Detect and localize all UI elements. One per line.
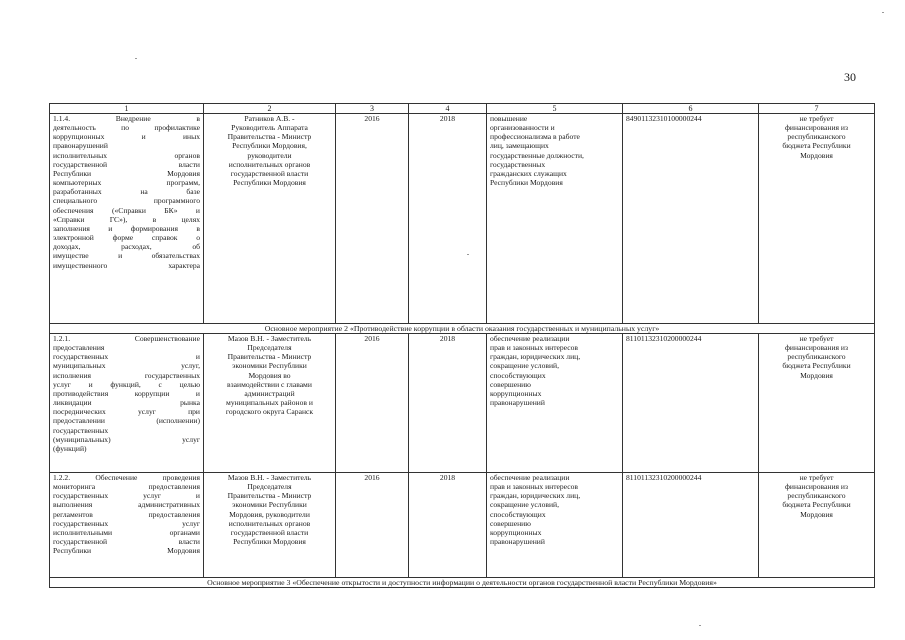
cell-line: исполнительными органами	[53, 527, 200, 537]
cell-line: профессионализма в работе	[490, 132, 580, 142]
cell-line: республиканского	[787, 491, 846, 501]
cell-line: Республики Мордовия	[233, 537, 306, 547]
cell-line: не требует	[799, 334, 834, 343]
cell-line: Мордовия	[800, 150, 833, 160]
cell-line: ликвидации рынка	[53, 398, 200, 408]
start-year-cell: 2016	[336, 114, 409, 324]
cell-line: экономики Республики	[232, 361, 307, 371]
cell-line: предоставления	[53, 343, 105, 353]
cell-line: взаимодействии с главами	[227, 379, 312, 389]
cell-line: разработанных на базе	[53, 187, 200, 197]
cell-line: электронной форме справок о	[53, 233, 200, 243]
cell-line: не требует	[799, 473, 834, 482]
cell-line: обеспечение реализации	[490, 334, 570, 343]
table-row	[50, 473, 875, 578]
cell-line: специального программного	[53, 196, 200, 206]
cell-line: Председателя	[247, 482, 292, 492]
cell-line: экономики Республики	[232, 500, 307, 510]
cell-line: государственных и	[53, 352, 200, 362]
cell-line: Мордовия	[800, 509, 833, 519]
cell-line: финансирования из	[785, 482, 848, 492]
cell-line: Правительства - Министр	[227, 491, 312, 501]
cell-line: способствующих	[490, 370, 546, 380]
scan-speck	[699, 625, 701, 626]
cell-line: коррупционных	[490, 527, 542, 537]
cell-line: государственных услуг и	[53, 491, 200, 501]
cell-line: исполнения государственных	[53, 370, 200, 380]
section-row	[50, 324, 875, 334]
cell-line: администраций	[244, 388, 295, 398]
cell-line: повышение	[490, 114, 528, 123]
cell-line: бюджета Республики	[782, 141, 851, 151]
column-number: 1	[50, 104, 204, 114]
scan-speck	[882, 12, 884, 13]
end-year-cell: 2018	[409, 334, 487, 473]
end-year-cell: 2018	[409, 473, 487, 578]
cell-line: заполнения и формирования в	[53, 223, 200, 233]
cell-line: деятельность по профилактике	[53, 123, 200, 133]
cell-line: противодействия коррупции и	[53, 388, 200, 398]
cell-line: мониторинга предоставления	[53, 482, 200, 492]
cell-line: государственной власти	[230, 527, 309, 537]
cell-line: коррупционных	[490, 388, 542, 398]
cell-line: государственной власти	[53, 537, 200, 547]
cell-line: Мордовия	[800, 370, 833, 380]
column-number: 7	[759, 104, 875, 114]
cell-line: Республики Мордовия,	[232, 141, 307, 151]
column-number: 2	[204, 104, 336, 114]
cell-line: исполнительных органов	[228, 159, 311, 169]
cell-line: имущественного характера	[53, 260, 200, 270]
cell-line: коррупционных и иных	[53, 132, 200, 142]
cell-line: исполнительных органов	[228, 518, 311, 528]
cell-line: государственной власти	[53, 159, 200, 169]
cell-line: Руководитель Аппарата	[231, 123, 308, 133]
cell-line: услуг и функций, с целью	[53, 379, 200, 389]
cell-line: сокращение условий,	[490, 361, 560, 371]
cell-line: 1.2.2. Обеспечение проведения	[53, 473, 200, 482]
cell-line: Республики Мордовия	[53, 546, 200, 556]
cell-line: финансирования из	[785, 343, 848, 353]
measures-table	[49, 103, 875, 588]
budget-code-cell: 81101132310200000244	[623, 473, 759, 578]
cell-line: обеспечения («Справки БК» и	[53, 205, 200, 215]
cell-line: правонарушений	[490, 537, 545, 547]
cell-line: республиканского	[787, 132, 846, 142]
cell-line: организованности и	[490, 123, 555, 133]
cell-line: государственные должности,	[490, 150, 584, 160]
cell-line: (функций)	[53, 443, 87, 453]
cell-line: 1.1.4. Внедрение в	[53, 114, 200, 123]
scan-speck	[467, 254, 469, 255]
cell-line: обеспечение реализации	[490, 473, 570, 482]
budget-code-cell: 81101132310200000244	[623, 334, 759, 473]
cell-line: Правительства - Министр	[227, 132, 312, 142]
result-cell	[487, 114, 623, 324]
cell-line: финансирования из	[785, 123, 848, 133]
result-cell	[487, 473, 623, 578]
measure-name-cell	[50, 114, 204, 324]
responsible-cell	[204, 473, 336, 578]
page-number: 30	[844, 70, 856, 84]
cell-line: граждан, юридических лиц,	[490, 491, 581, 501]
scan-speck	[135, 58, 137, 59]
cell-line: Мазов В.Н. - Заместитель	[227, 473, 312, 482]
cell-line: доходах, расходах, об	[53, 242, 200, 252]
cell-line: не требует	[799, 114, 834, 123]
cell-line: бюджета Республики	[782, 500, 851, 510]
end-year-cell: 2018	[409, 114, 487, 324]
financing-cell	[759, 114, 875, 324]
cell-line: руководители	[247, 150, 292, 160]
cell-line: государственных	[490, 159, 546, 169]
cell-line: посреднических услуг при	[53, 407, 200, 417]
responsible-cell	[204, 334, 336, 473]
cell-line: муниципальных услуг,	[53, 361, 200, 371]
cell-line: государственной власти	[230, 168, 309, 178]
responsible-cell	[204, 114, 336, 324]
cell-line: Председателя	[247, 343, 292, 353]
result-cell	[487, 334, 623, 473]
section-row	[50, 578, 875, 588]
cell-line: Республики Мордовия	[233, 178, 306, 188]
cell-line: регламентов предоставления	[53, 509, 200, 519]
cell-line: совершению	[490, 379, 531, 389]
cell-line: городского округа Саранск	[225, 407, 314, 417]
start-year-cell: 2016	[336, 334, 409, 473]
cell-line: выполнения административных	[53, 500, 200, 510]
cell-line: совершению	[490, 518, 531, 528]
start-year-cell: 2016	[336, 473, 409, 578]
column-number: 6	[623, 104, 759, 114]
cell-line: (муниципальных) услуг	[53, 434, 200, 444]
cell-line: граждан, юридических лиц,	[490, 352, 581, 362]
cell-line: сокращение условий,	[490, 500, 560, 510]
measure-name-cell	[50, 473, 204, 578]
financing-cell	[759, 334, 875, 473]
section-title: Основное мероприятие 3 «Обеспечение открытости и доступности информации о деятельности органов государственной власти Республики Мордовия»	[50, 578, 875, 588]
cell-line: «Справки ГС»), в целях	[53, 214, 200, 224]
cell-line: Республики Мордовия	[490, 178, 563, 188]
cell-line: прав и законных интересов	[490, 343, 578, 353]
cell-line: Мордовия, руководители	[229, 509, 310, 519]
cell-line: прав и законных интересов	[490, 482, 578, 492]
section-title: Основное мероприятие 2 «Противодействие коррупции в области оказания государственных и муниципальных услуг»	[50, 324, 875, 334]
cell-line: 1.2.1. Совершенствование	[53, 334, 200, 343]
cell-line: бюджета Республики	[782, 361, 851, 371]
cell-line: республиканского	[787, 352, 846, 362]
cell-line: Республики Мордовия	[53, 168, 200, 178]
cell-line: государственных	[53, 425, 109, 435]
cell-line: Ратников А.В. -	[244, 114, 295, 123]
cell-line: Правительства - Министр	[227, 352, 312, 362]
column-number: 4	[409, 104, 487, 114]
cell-line: государственных услуг	[53, 518, 200, 528]
cell-line: гражданских служащих	[490, 168, 567, 178]
cell-line: Мордовия во	[248, 370, 291, 380]
table-row	[50, 114, 875, 324]
financing-cell	[759, 473, 875, 578]
table-row	[50, 334, 875, 473]
cell-line: имуществе и обязательствах	[53, 251, 200, 261]
cell-line: правонарушений	[490, 398, 545, 408]
cell-line: муниципальных районов и	[226, 398, 313, 408]
column-number: 5	[487, 104, 623, 114]
cell-line: исполнительных органов	[53, 150, 200, 160]
cell-line: предоставлении (исполнении)	[53, 416, 200, 426]
column-number-row	[50, 104, 875, 114]
cell-line: правонарушений	[53, 141, 108, 151]
measure-name-cell	[50, 334, 204, 473]
cell-line: лиц, замещающих	[490, 141, 549, 151]
cell-line: способствующих	[490, 509, 546, 519]
cell-line: Мазов В.Н. - Заместитель	[227, 334, 312, 343]
cell-line: компьютерных программ,	[53, 178, 200, 188]
budget-code-cell: 84901132310100000244	[623, 114, 759, 324]
column-number: 3	[336, 104, 409, 114]
